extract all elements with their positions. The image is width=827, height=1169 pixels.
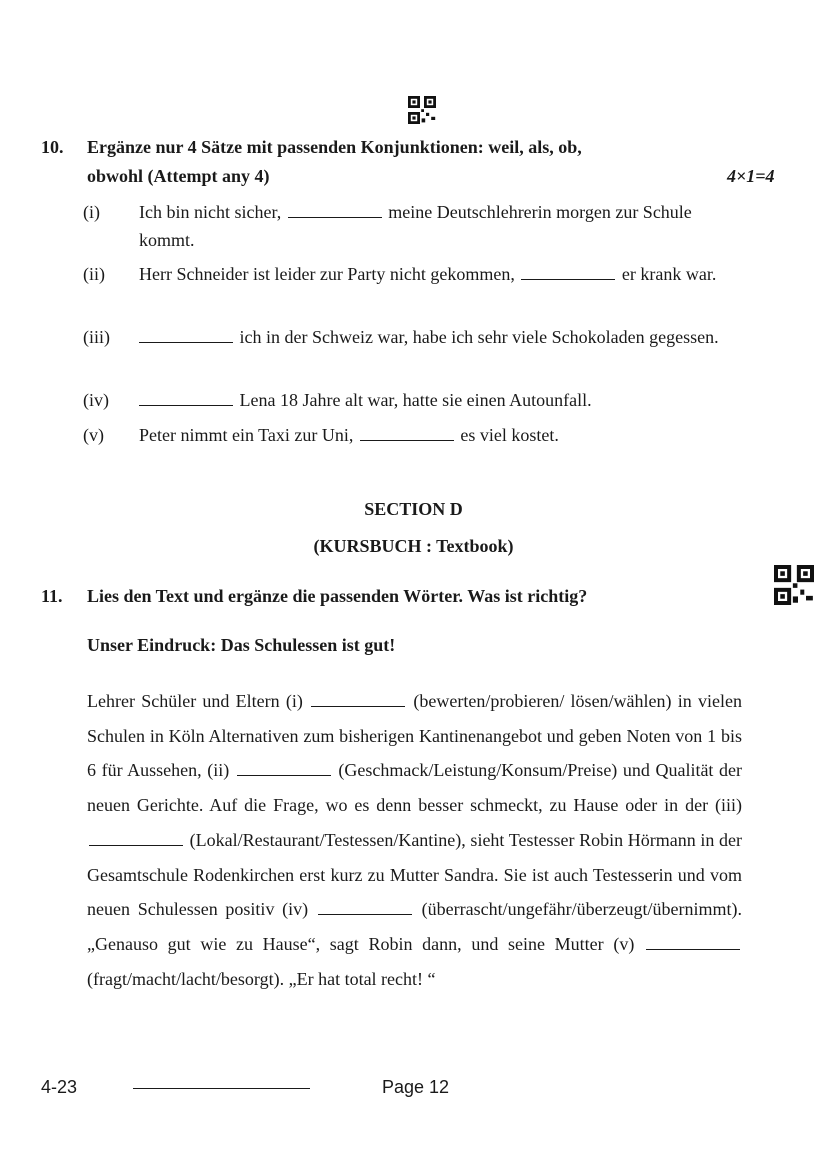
question-10-marks: 4×1=4 [727,166,775,186]
question-10-instruction-line1: Ergänze nur 4 Sätze mit passenden Konjunktionen: weil, als, ob, [87,137,582,157]
page-number: Page 12 [382,1077,450,1097]
section-subtitle: (KURSBUCH : Textbook) [313,536,514,556]
q10-item-i-before: Ich bin nicht sicher, [139,202,282,222]
answer-blank-v[interactable] [646,935,740,950]
q10-item-v-after: es viel kostet. [460,425,559,445]
q10-item-iii [83,323,743,383]
qr-code-side [774,565,814,605]
footer-rule [133,1088,310,1089]
question-11-heading: Unser Eindruck: Das Schulessen ist gut! [87,635,396,655]
answer-blank[interactable] [360,426,454,441]
q10-item-ii-before: Herr Schneider ist leider zur Party nicht gekommen, [139,264,515,284]
q10-item-i-text [139,198,743,254]
q10-item-iii-after: ich in der Schweiz war, habe ich sehr viele Schokoladen gegessen. [239,327,719,347]
q10-item-v [83,421,743,451]
q10-item-ii-text [139,260,743,288]
passage-segment: (fragt/macht/lacht/besorgt). „Er hat total recht! “ [87,968,436,989]
section-title: SECTION D [364,499,463,519]
question-10-instruction [87,133,747,191]
answer-blank-iv[interactable] [318,900,412,915]
passage-segment: Lehrer Schüler und Eltern (i) [87,691,303,711]
qr-code-top [408,96,436,124]
q10-item-iii-number: (iii) [83,327,110,347]
q10-item-ii [83,260,743,320]
question-11-passage [87,684,742,996]
answer-blank-iii[interactable] [89,831,183,846]
answer-blank-ii[interactable] [237,761,331,776]
question-11-number: 11. [41,586,63,606]
q10-item-v-number: (v) [83,425,104,445]
q10-item-i-number: (i) [83,202,100,222]
passage-segment: (überrascht/ungefähr/überzeugt/übernimmt). „Genauso gut wie zu Hause“, sagt Robin dann, und seine Mutter (v) [87,899,743,954]
question-10-number: 10. [41,137,64,157]
answer-blank[interactable] [521,265,615,280]
footer-code: 4-23 [41,1077,78,1097]
q10-item-ii-after: er krank war. [621,264,717,284]
passage-segment: (Geschmack/Leistung/Konsum/Preise) und Qualität der neuen Gerichte. Auf die Frage, wo es denn besser schmeckt, zu Hause oder in der (iii) [87,760,742,816]
answer-blank-i[interactable] [311,692,405,707]
answer-blank[interactable] [288,203,382,218]
answer-blank[interactable] [139,328,233,343]
q10-item-iv-after: Lena 18 Jahre alt war, hatte sie einen Autounfall. [239,390,592,410]
q10-item-v-text [139,421,743,449]
answer-blank[interactable] [139,391,233,406]
passage-segment: (bewerten/probieren/ lösen/wählen) in vielen Schulen in Köln Alternativen zum bisherigen Kantinenangebot und geben Noten von 1 bis 6 für Aussehen, (ii) [87,691,742,781]
q10-item-iv-text [139,386,743,414]
q10-item-v-before: Peter nimmt ein Taxi zur Uni, [139,425,354,445]
q10-item-ii-number: (ii) [83,264,105,284]
q10-item-iv-number: (iv) [83,390,109,410]
q10-item-iv [83,386,743,416]
q10-item-i [83,198,743,258]
question-10-instruction-line2: obwohl (Attempt any 4) [87,166,270,186]
q10-item-iii-text [139,323,743,351]
passage-segment: (Lokal/Restaurant/Testessen/Kantine), sieht Testesser Robin Hörmann in der Gesamtschule Rodenkirchen erst kurz zu Mutter Sandra. Sie ist auch Testesserin und vom neuen Schulessen positiv (iv) [87,829,742,920]
question-11-instruction: Lies den Text und ergänze die passenden Wörter. Was ist richtig? [87,586,588,606]
q10-item-i-after: meine Deutschlehrerin morgen zur Schule kommt. [139,202,692,250]
